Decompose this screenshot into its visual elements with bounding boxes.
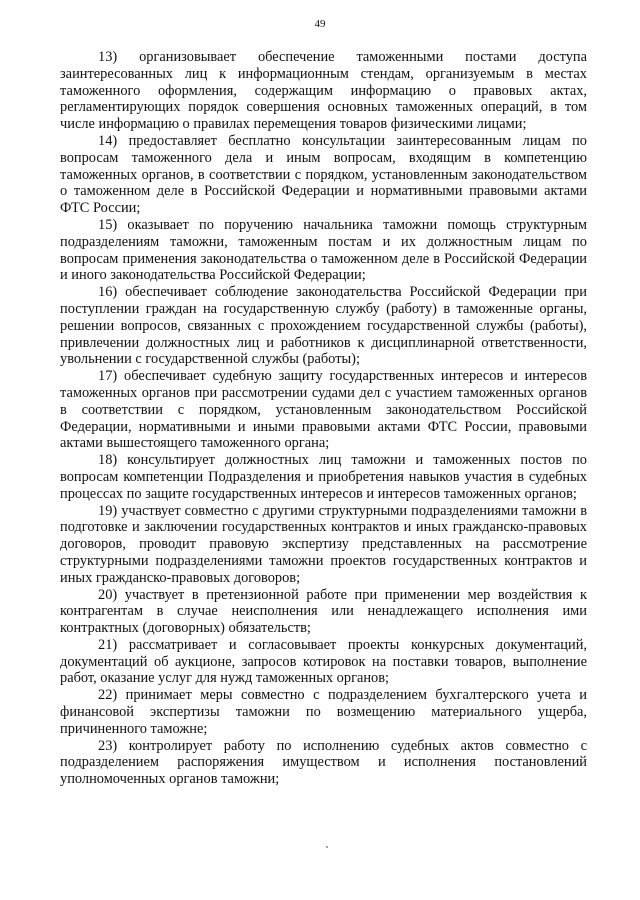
paragraph-item-16: 16) обеспечивает соблюдение законодательства Российской Федерации при поступлении граждан на государственную службу (работу) в таможенные органы, решении вопросов, связанных с прохождением государственной службы (работы), привлечении должностных лиц и работников к дисциплинарной ответственности, увольнении с государственной службы (работы); [60,284,587,368]
paragraph-item-23: 23) контролирует работу по исполнению судебных актов совместно с подразделением распоряжения имуществом и исполнения постановлений уполномоченных органов таможни; [60,737,587,788]
paragraph-item-17: 17) обеспечивает судебную защиту государственных интересов и интересов таможенных органов при рассмотрении судами дел с участием таможенных органов в соответствии с порядком, установленным законодательством Российской Федерации, нормативными и иными правовыми актами ФТС России, правовыми актами вышестоящего таможенного органа; [60,368,587,452]
paragraph-item-15: 15) оказывает по поручению начальника таможни помощь структурным подразделениям таможни, таможенным постам и их должностным лицам по вопросам применения законодательства о таможенном деле в Российской Федерации и иного законодательства Российской Федерации; [60,216,587,284]
paragraph-item-22: 22) принимает меры совместно с подразделением бухгалтерского учета и финансовой экспертизы таможни по возмещению материального ущерба, причиненного таможне; [60,687,587,737]
paragraph-item-18: 18) консультирует должностных лиц таможни и таможенных постов по вопросам компетенции Подразделения и приобретения навыков участия в судебных процессах по защите государственных интересов и интересов таможенных органов; [60,452,587,502]
document-body [60,49,587,788]
paragraph-item-13: 13) организовывает обеспечение таможенными постами доступа заинтересованных лиц к информационным стендам, организуемым в местах таможенного оформления, содержащим информацию о правовых актах, регламентирующих порядок совершения основных таможенных операций, в том числе информацию о правилах перемещения товаров физическими лицами; [60,49,587,133]
page-number: 49 [314,18,326,30]
scan-speck [326,846,328,848]
paragraph-item-14: 14) предоставляет бесплатно консультации заинтересованным лицам по вопросам таможенного дела и иным вопросам, входящим в компетенцию таможенных органов, в соответствии с порядком, установленным законодательством о таможенном деле в Российской Федерации и нормативными правовыми актами ФТС России; [60,132,587,217]
paragraph-item-19: 19) участвует совместно с другими структурными подразделениями таможни в подготовке и заключении государственных контрактов и иных гражданско-правовых договоров, проводит правовую экспертизу представленных на рассмотрение структурными подразделениями таможни проектов государственных контрактов и иных гражданско-правовых договоров; [60,502,587,586]
paragraph-item-20: 20) участвует в претензионной работе при применении мер воздействия к контрагентам в случае неисполнения или ненадлежащего исполнения ими контрактных (договорных) обязательств; [60,586,587,637]
paragraph-item-21: 21) рассматривает и согласовывает проекты конкурсных документаций, документаций об аукционе, запросов котировок на поставки товаров, выполнение работ, оказание услуг для нужд таможенных органов; [60,636,587,687]
